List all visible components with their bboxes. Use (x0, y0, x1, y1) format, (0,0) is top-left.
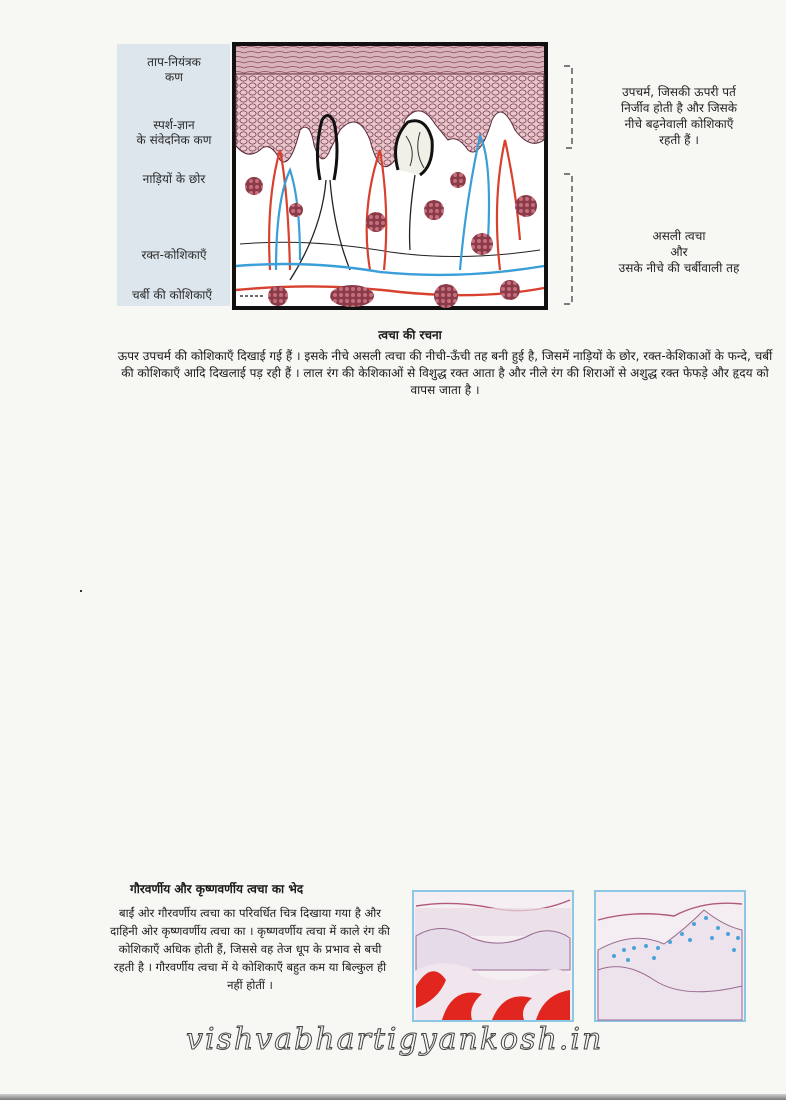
fair-skin-diagram (412, 890, 574, 1022)
right-brackets (560, 62, 580, 312)
figure-caption-text: ऊपर उपचर्म की कोशिकाएँ दिखाई गई हैं । इसके नीचे असली त्वचा की नीची-ऊँची तह बनी हुई है, जिसमें नाड़ियों के छोर, रक्त-केशिकाओं के फन्दे, चर्बी की कोशिकाएँ आदि दिखलाई पड़ रही हैं । लाल रंग की केशिकाओं से विशुद्ध रक्त आता है और नीले रंग की शिराओं से अशुद्ध रक्त फेफड़े और हृदय को वापस जाता है । (117, 349, 773, 397)
label-touch-particles: स्पर्श-ज्ञान के संवेदनिक कण (136, 118, 212, 147)
section-title: गौरवर्णीय और कृष्णवर्णीय त्वचा का भेद (130, 882, 304, 896)
figure-caption-title: त्वचा की रचना (378, 328, 442, 342)
label-temperature-particles: ताप-नियंत्रक कण (147, 55, 201, 84)
watermark: vishvabhartigyankosh.in (186, 1022, 604, 1057)
label-fat-cells: चर्बी की कोशिकाएँ (131, 288, 213, 302)
scan-speck (80, 590, 82, 592)
section-text: बाईं ओर गौरवर्णीय त्वचा का परिवर्धित चित्र दिखाया गया है और दाहिनी ओर कृष्णवर्णीय त्वचा का । कृष्णवर्णीय त्वचा में काले रंग की कोशिकाएँ अधिक होती हैं, जिससे वह तेज धूप के प्रभाव से बची रहती है । गौरवर्णीय त्वचा में ये कोशिकाएँ बहुत कम या बिल्कुल ही नहीं होतीं । (110, 906, 390, 992)
label-nerve-ends: नाड़ियों के छोर (142, 172, 206, 186)
scan-edge (0, 1094, 786, 1100)
label-blood-capillaries: रक्त-कोशिकाएँ (141, 248, 207, 262)
label-epidermis: उपचर्म, जिसकी ऊपरी पर्त निर्जीव होती है और जिसके नीचे बढ़नेवाली कोशिकाएँ रहती हैं । (620, 85, 738, 147)
label-dermis: असली त्वचा और उसके नीचे की चर्बीवाली तह (618, 229, 740, 275)
dark-skin-diagram (594, 890, 746, 1022)
skin-structure-diagram (230, 40, 550, 312)
